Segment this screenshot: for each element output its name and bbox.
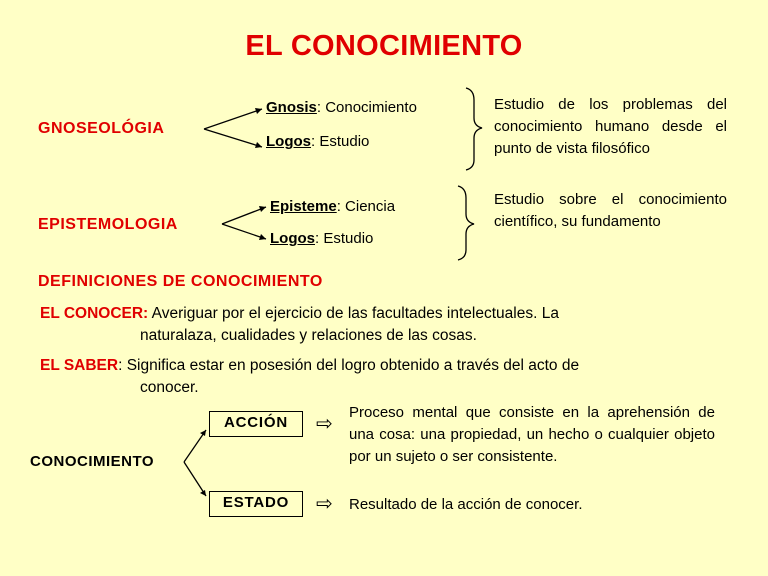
logos-word-2: Logos: [270, 230, 315, 247]
fork-line-estado: [184, 462, 206, 496]
brace-epistemologia: [458, 186, 474, 260]
conocimiento-label: CONOCIMIENTO: [30, 453, 155, 470]
saber-label: EL SABER: [40, 357, 119, 374]
accion-box: ACCIÓN: [209, 411, 303, 437]
estado-box: ESTADO: [209, 491, 303, 517]
logos-term-1: [266, 133, 369, 150]
arrow-right-icon: ⇨: [316, 413, 333, 435]
epistemologia-label: EPISTEMOLOGIA: [38, 216, 178, 233]
logos-word-1: Logos: [266, 133, 311, 150]
episteme-term: [270, 198, 395, 215]
fork-line-episteme: [222, 207, 266, 224]
gnoseologia-label: GNOSEOLÓGIA: [38, 120, 165, 137]
logos-meaning-2: : Estudio: [315, 230, 374, 247]
epistemologia-description: Estudio sobre el conocimiento científico, su fundamento: [494, 191, 727, 230]
fork-line-logos-2: [222, 224, 266, 239]
conocer-text-2: naturalaza, cualidades y relaciones de las cosas.: [140, 327, 477, 344]
saber-text-1: : Significa estar en posesión del logro obtenido a través del acto de: [118, 357, 580, 374]
arrowhead-logos-2: [259, 234, 266, 240]
episteme-word: Episteme: [270, 198, 337, 215]
page-title: EL CONOCIMIENTO: [245, 30, 523, 62]
arrowhead-logos-1: [255, 142, 262, 148]
saber-text-2: conocer.: [140, 379, 199, 396]
arrowhead-episteme: [259, 206, 266, 212]
definition-saber: [40, 355, 730, 399]
estado-description: Resultado de la acción de conocer.: [349, 496, 583, 513]
arrow-right-icon: ⇨: [316, 493, 333, 515]
episteme-meaning: : Ciencia: [336, 198, 396, 215]
logos-meaning-1: : Estudio: [311, 133, 370, 150]
conocer-text-1: Averiguar por el ejercicio de las facultades intelectuales. La: [148, 305, 559, 322]
fork-line-logos-1: [204, 129, 262, 147]
arrowhead-gnosis: [255, 108, 262, 114]
fork-line-gnosis: [204, 109, 262, 129]
conocer-label: EL CONOCER:: [40, 305, 149, 322]
gnosis-term: [266, 99, 417, 116]
definiciones-heading: DEFINICIONES DE CONOCIMIENTO: [38, 273, 323, 290]
gnosis-meaning: : Conocimiento: [316, 99, 417, 116]
fork-line-accion: [184, 430, 206, 462]
gnosis-word: Gnosis: [266, 99, 317, 116]
gnoseologia-description: Estudio de los problemas del conocimiento humano desde el punto de vista filosófico: [494, 96, 727, 157]
brace-gnoseologia: [466, 88, 482, 170]
definition-conocer: [40, 303, 730, 347]
logos-term-2: [270, 230, 373, 247]
accion-description: Proceso mental que consiste en la aprehensión de una cosa: una propiedad, un hecho o cualquier objeto por un sujeto o ser consistente.: [349, 404, 715, 465]
